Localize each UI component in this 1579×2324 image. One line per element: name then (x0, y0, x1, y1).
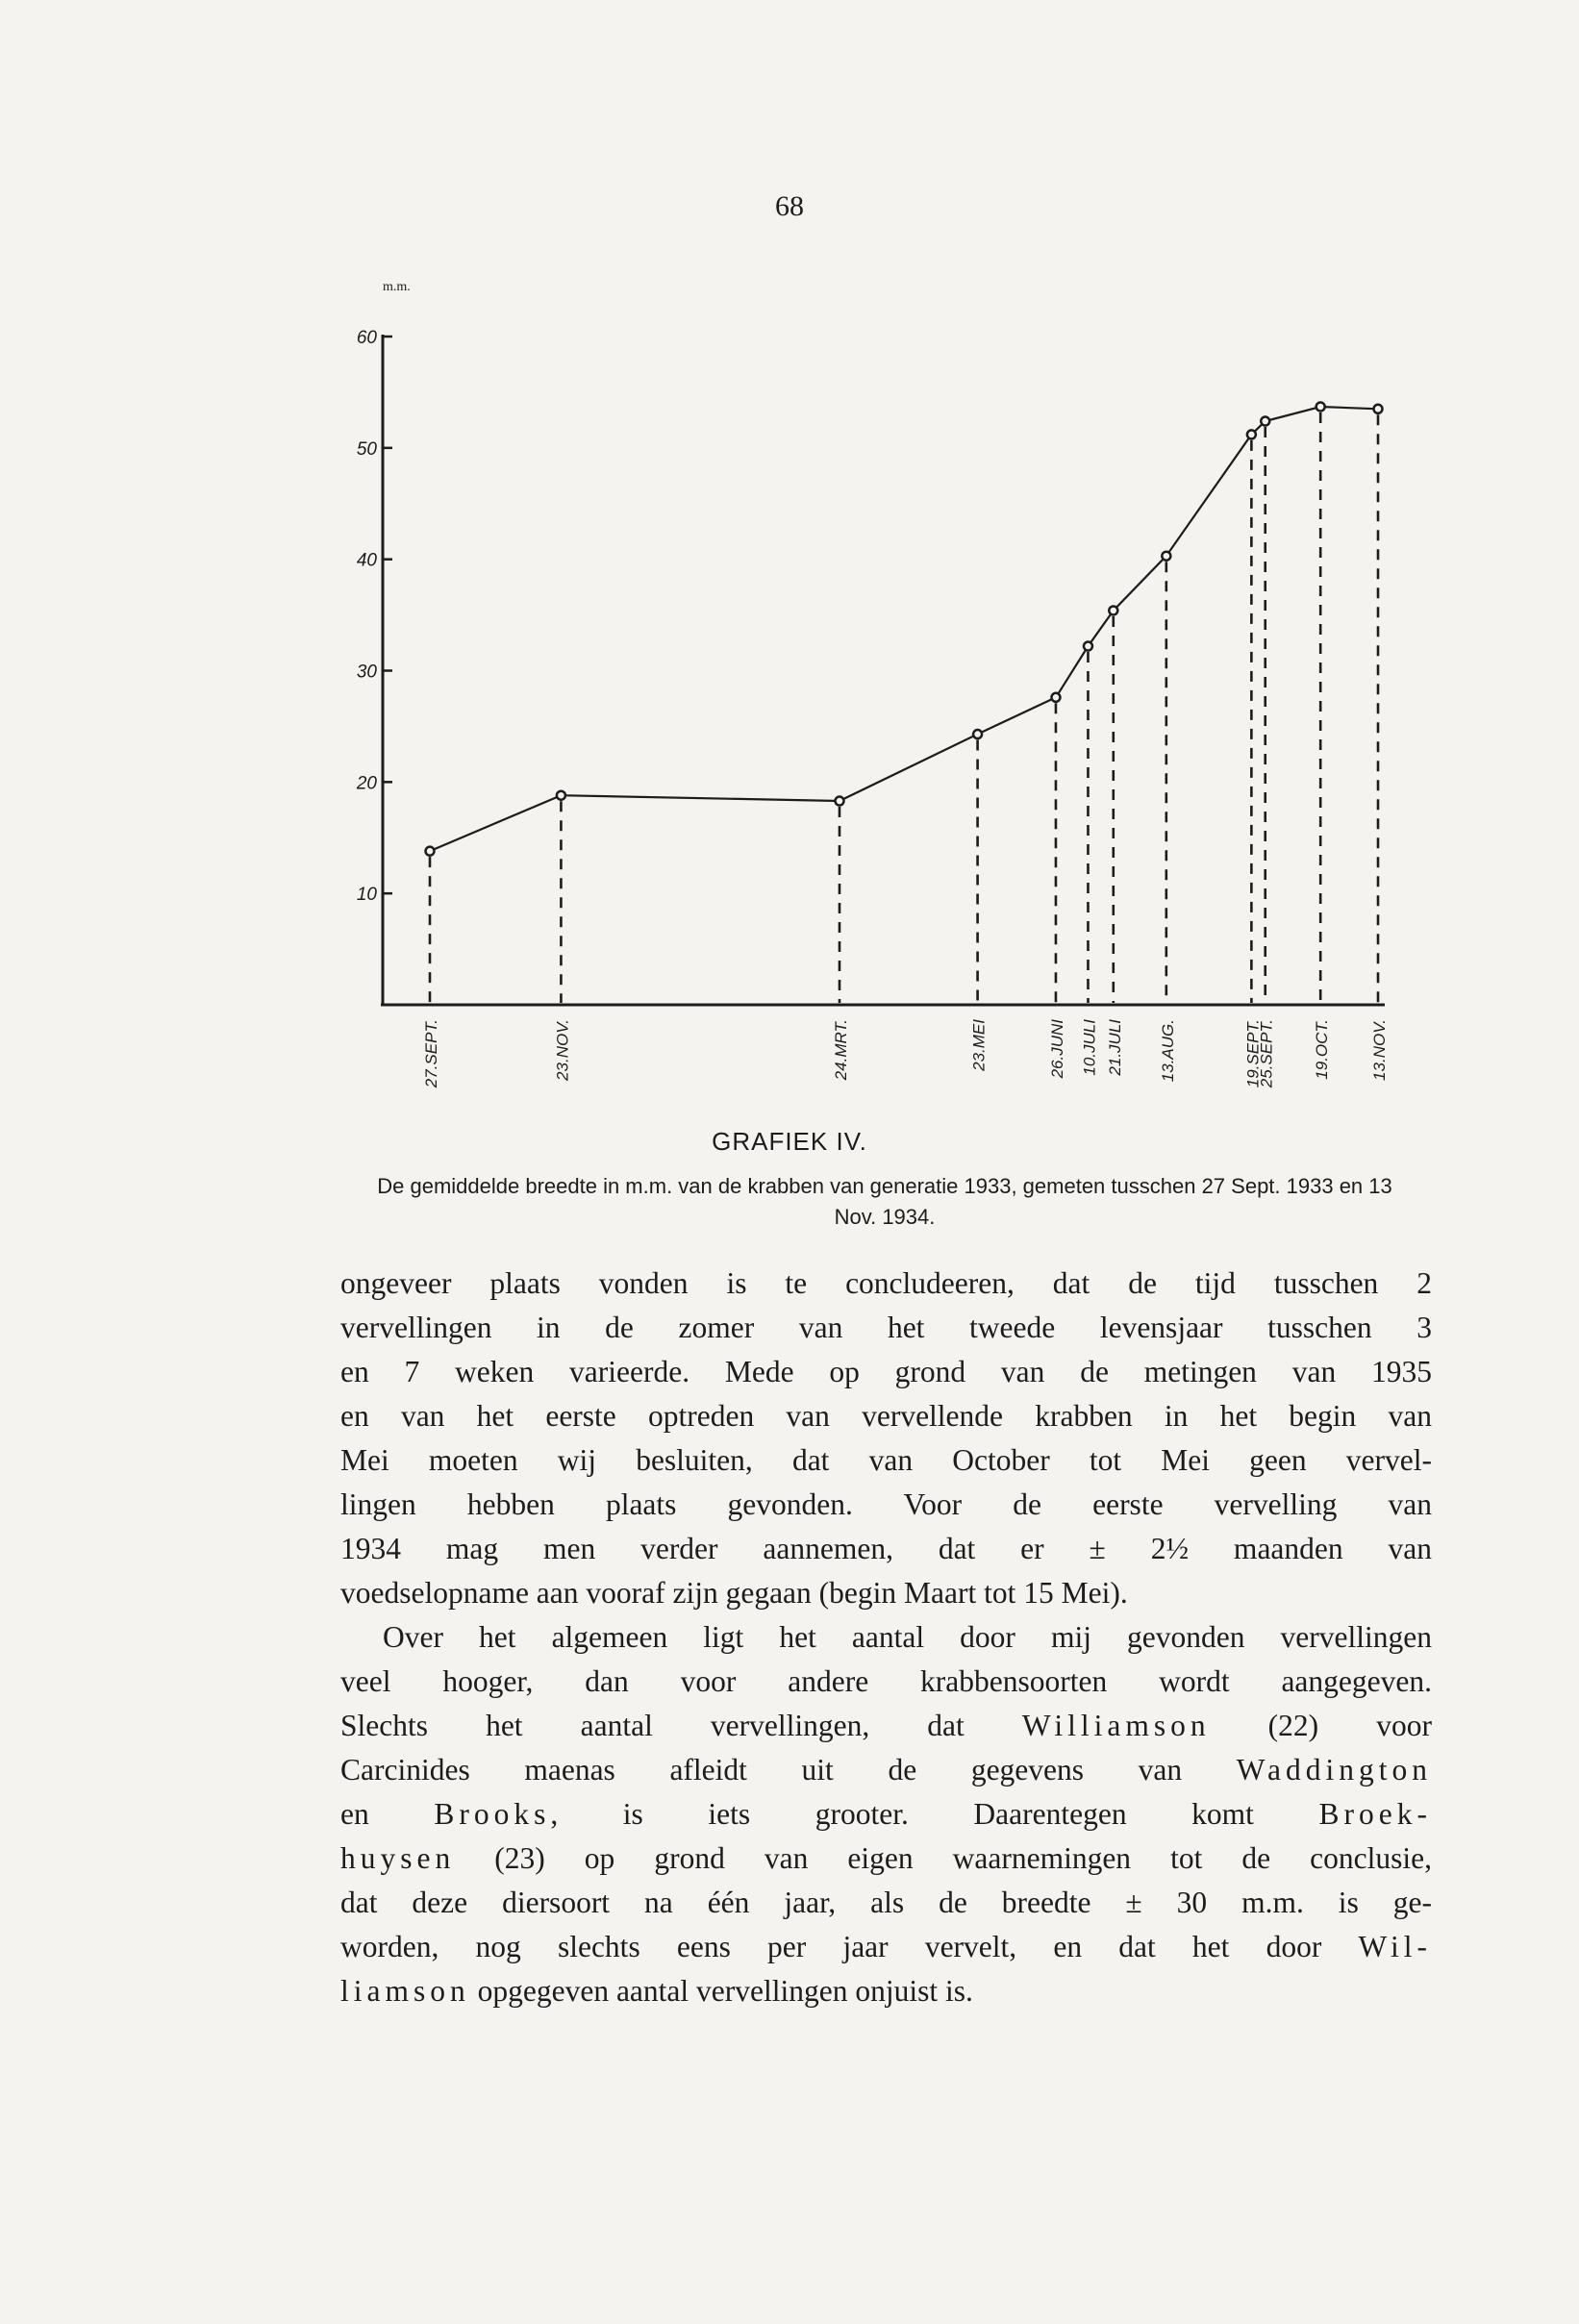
y-tick-label: 50 (356, 438, 377, 460)
x-tick-label: 23.MEI (969, 1019, 989, 1071)
x-tick-label: 27.SEPT. (422, 1019, 440, 1088)
x-tick-label: 19.SEPT. (1243, 1019, 1263, 1088)
x-tick-label: 10.JULI (1080, 1019, 1099, 1076)
text-span: opgegeven aantal vervellingen onjuist is. (469, 1974, 973, 2008)
author-name: Williamson (1021, 1709, 1211, 1742)
text-span: (22) voor (1210, 1709, 1432, 1742)
data-point (1084, 642, 1092, 651)
text-span: , is iets grooter. Daarentegen komt (550, 1797, 1319, 1831)
data-point (1247, 430, 1256, 438)
author-name: Wil- (1358, 1930, 1432, 1963)
paragraph-1 (340, 1262, 1432, 1615)
text-line: ongeveer plaats vonden is te concludeeren, dat de tijd tusschen 2 (340, 1266, 1432, 1300)
y-unit-label: m.m. (383, 280, 411, 294)
x-tick-label: 23.NOV. (553, 1019, 572, 1081)
x-tick-label: 13.NOV. (1370, 1019, 1389, 1081)
text-line (340, 1969, 1432, 2013)
x-tick-label: 25.SEPT. (1257, 1019, 1276, 1088)
data-points (426, 402, 1383, 855)
x-tick-label: 26.JUNI (1047, 1019, 1066, 1079)
y-tick-label: 30 (356, 662, 377, 683)
data-point (1051, 693, 1060, 702)
text-line (340, 1925, 1432, 1969)
series-line (430, 407, 1378, 851)
text-span: worden, nog slechts eens per jaar vervelt, en dat het door (340, 1930, 1359, 1963)
text-line: voedselopname aan vooraf zijn gegaan (begin Maart tot 15 Mei). (340, 1576, 1128, 1610)
text-span: (23) op grond van eigen waarnemingen tot de conclusie, (455, 1841, 1432, 1875)
text-line: 1934 mag men verder aannemen, dat er ± 2½ maanden van (340, 1532, 1432, 1565)
data-point (557, 791, 565, 800)
figure-caption: De gemiddelde breedte in m.m. van de krabben van generatie 1933, gemeten tusschen 27 Sept. 1933 en 13 Nov. 1934. (377, 1174, 1392, 1229)
text-line (340, 1837, 1432, 1881)
page-number: 68 (775, 190, 804, 222)
text-line: veel hooger, dan voor andere krabbensoorten wordt aangegeven. (340, 1664, 1432, 1698)
text-span: en (340, 1797, 435, 1831)
text-line: dat deze diersoort na één jaar, als de breedte ± 30 m.m. is ge- (340, 1886, 1432, 1919)
y-tick-label: 20 (356, 773, 377, 794)
x-tick-labels (422, 1019, 1389, 1088)
text-line (340, 1792, 1432, 1837)
x-tick-label: 24.MRT. (831, 1019, 850, 1081)
text-span: Carcinides maenas afleidt uit de gegevens van (340, 1753, 1237, 1787)
x-tick-label: 19.OCT. (1313, 1019, 1332, 1080)
text-line: lingen hebben plaats gevonden. Voor de eerste vervelling van (340, 1487, 1432, 1521)
figure-title: GRAFIEK IV. (712, 1127, 867, 1156)
x-tick-label: 13.AUG. (1158, 1019, 1177, 1083)
text-line (340, 1748, 1432, 1792)
author-name: Broek- (1318, 1797, 1432, 1831)
text-line: vervellingen in de zomer van het tweede levensjaar tusschen 3 (340, 1311, 1432, 1344)
data-point (1162, 552, 1170, 561)
data-point (973, 730, 982, 738)
text-line (340, 1704, 1432, 1748)
author-name: huysen (340, 1841, 456, 1875)
data-point (1374, 405, 1383, 413)
text-line: Mei moeten wij besluiten, dat van October tot Mei geen vervel- (340, 1443, 1432, 1477)
data-point (835, 797, 843, 806)
y-tick-label: 60 (356, 328, 377, 348)
x-tick-label: 21.JULI (1105, 1019, 1124, 1076)
data-point (1109, 606, 1117, 614)
text-line: Over het algemeen ligt het aantal door mij gevonden vervellingen (383, 1620, 1432, 1654)
y-tick-label: 10 (356, 885, 377, 906)
text-line: en van het eerste optreden van vervellende krabben in het begin van (340, 1399, 1432, 1433)
author-name: Brooks (434, 1797, 551, 1831)
author-name: liamson (340, 1974, 470, 2008)
author-name: Waddington (1236, 1753, 1432, 1787)
text-span: Slechts het aantal vervellingen, dat (340, 1709, 1022, 1742)
data-point (1316, 402, 1325, 411)
body-text (340, 1262, 1432, 2013)
line-chart (0, 0, 1579, 1115)
text-line: en 7 weken varieerde. Mede op grond van de metingen van 1935 (340, 1355, 1432, 1388)
y-tick-label: 40 (356, 550, 377, 571)
drop-lines (430, 412, 1378, 1003)
data-point (1261, 417, 1269, 426)
data-point (426, 847, 435, 856)
paragraph-2 (340, 1615, 1432, 2013)
y-ticks (356, 328, 392, 905)
